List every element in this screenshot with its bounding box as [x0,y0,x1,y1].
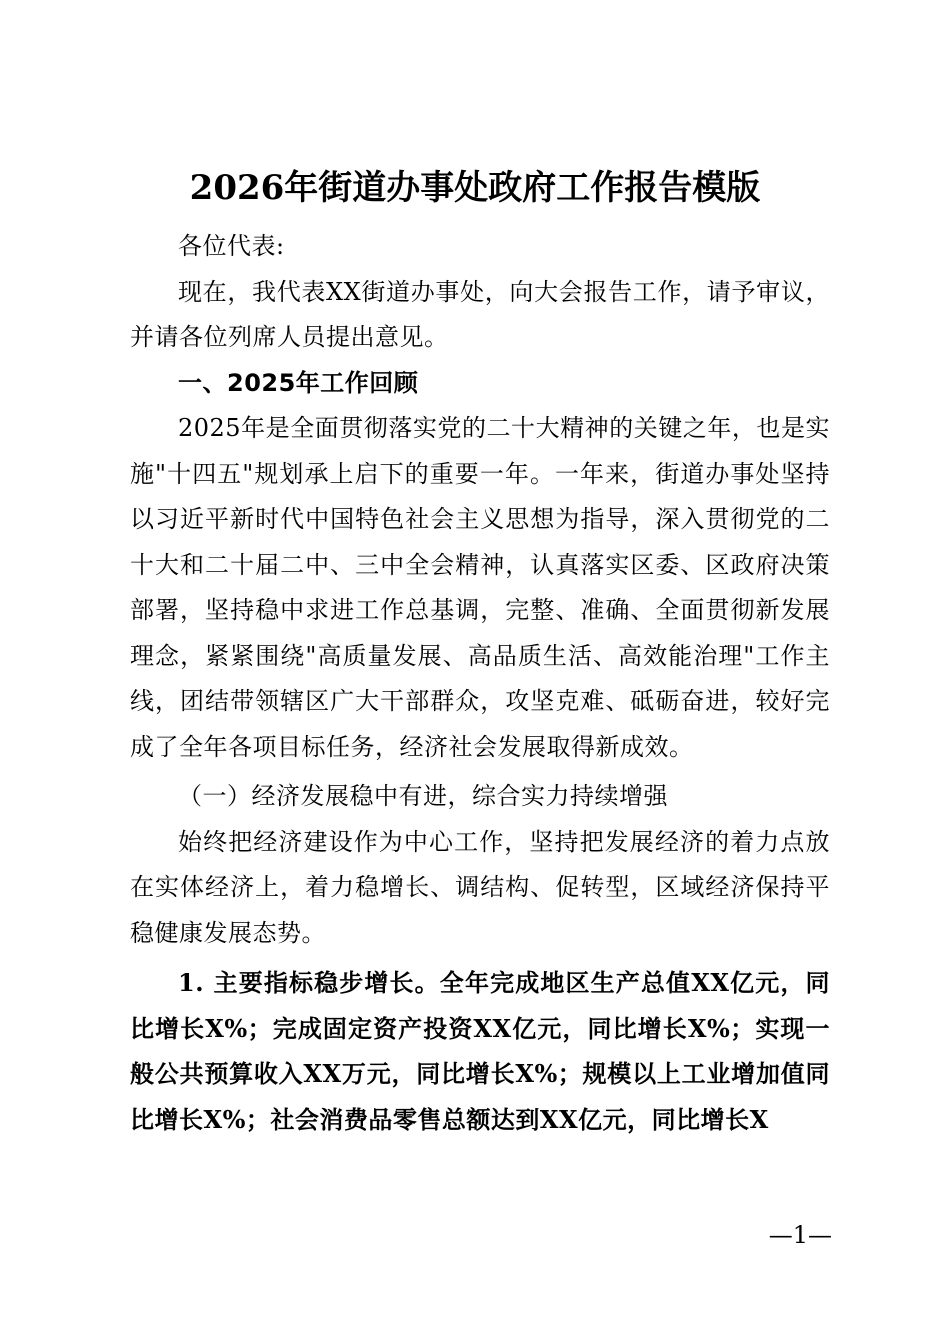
subsection-heading: （一）经济发展稳中有进，综合实力持续增强 [178,782,668,810]
document-title: 2026年街道办事处政府工作报告模版 [189,168,761,208]
indicator-paragraph: 1. 主要指标稳步增长。全年完成地区生产总值XX亿元，同比增长X%；完成固定资产投资XX亿元，同比增长X%；实现一般公共预算收入XX万元，同比增长X%；规模以上工业增加值同比增长X%；社会消费品零售总额达到XX亿元，同比增长X [130,968,830,1134]
page-number: —1— [768,1221,832,1249]
intro-paragraph: 现在，我代表XX街道办事处，向大会报告工作，请予审议，并请各位列席人员提出意见。 [130,277,830,351]
review-paragraph: 2025年是全面贯彻落实党的二十大精神的关键之年，也是实施"十四五"规划承上启下的重要一年。一年来，街道办事处坚持以习近平新时代中国特色社会主义思想为指导，深入贯彻党的二十大和二十届二中、三中全会精神，认真落实区委、区政府决策部署，坚持稳中求进工作总基调，完整、准确、全面贯彻新发展理念，紧紧围绕"高质量发展、高品质生活、高效能治理"工作主线，团结带领辖区广大干部群众，攻坚克难、砥砺奋进，较好完成了全年各项目标任务，经济社会发展取得新成效。 [130,414,830,761]
document-body [130,224,830,1142]
greeting: 各位代表: [178,232,285,260]
economy-paragraph: 始终把经济建设作为中心工作，坚持把发展经济的着力点放在实体经济上，着力稳增长、调结构、促转型，区域经济保持平稳健康发展态势。 [130,827,830,947]
section-heading: 一、2025年工作回顾 [178,368,419,397]
